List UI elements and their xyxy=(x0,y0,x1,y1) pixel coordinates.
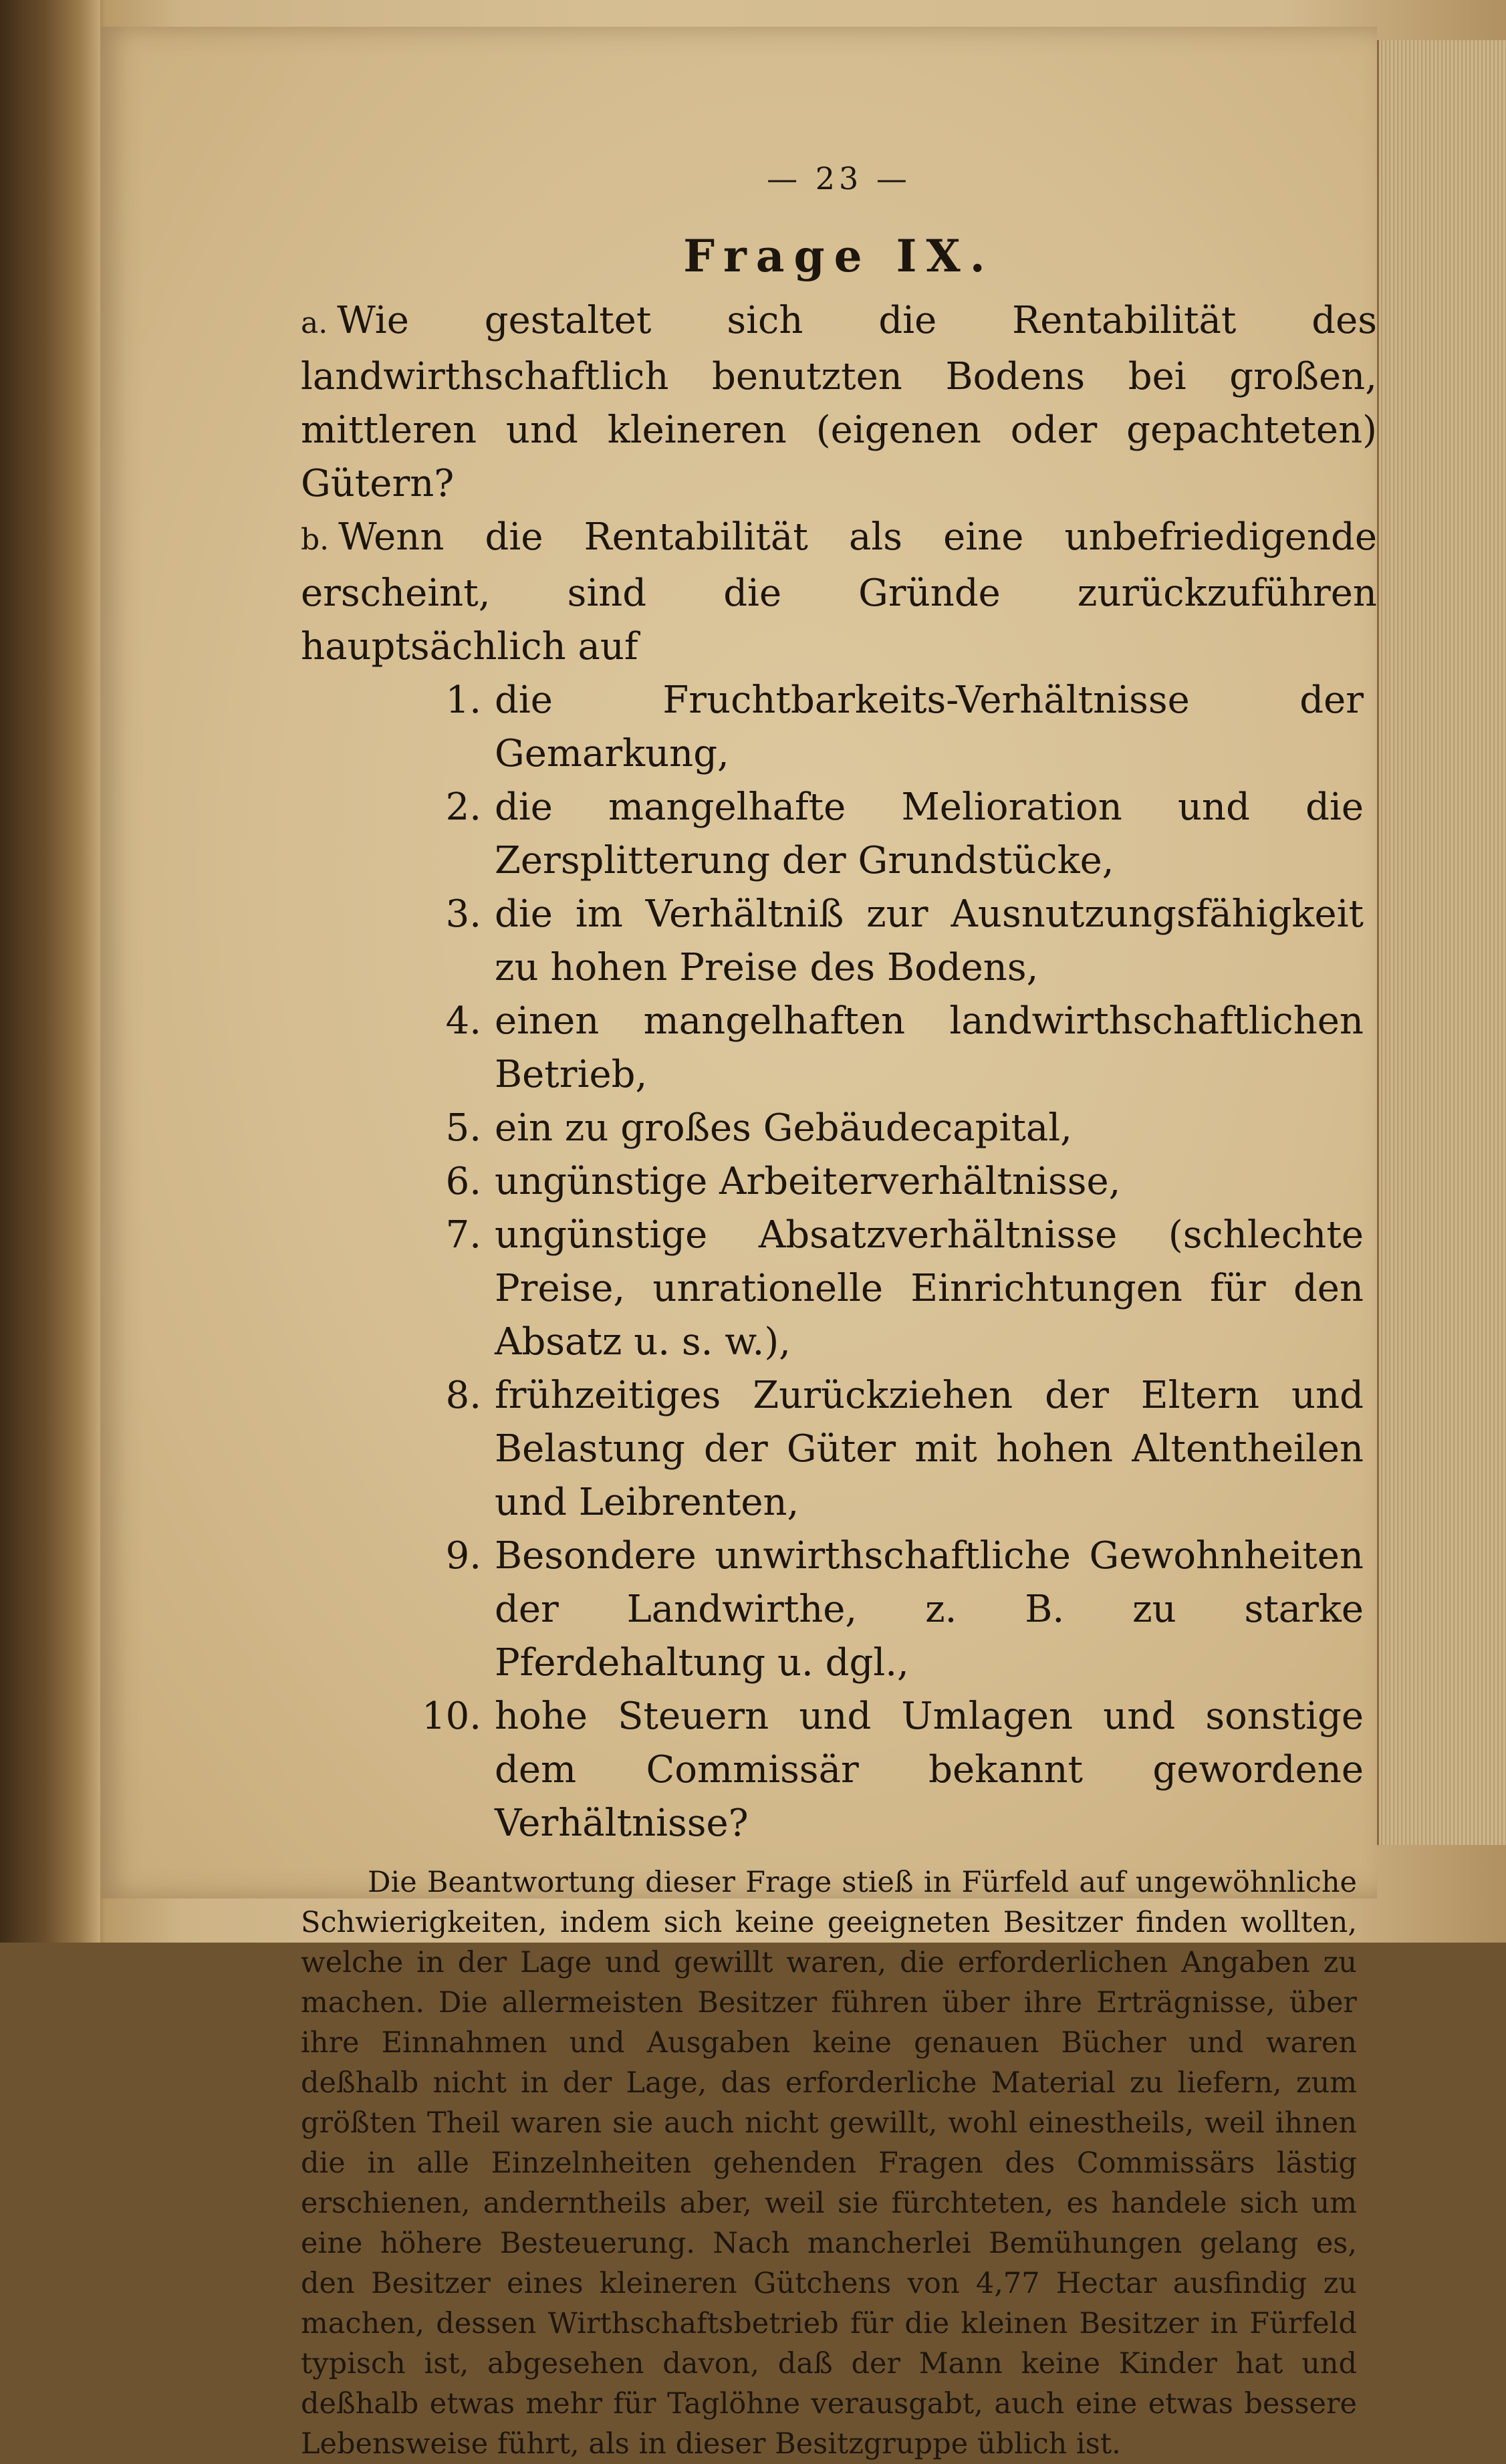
list-item-text: ein zu großes Gebäudecapital, xyxy=(495,1106,1072,1150)
list-item xyxy=(301,781,1377,888)
list-item-number: 8. xyxy=(445,1374,481,1417)
question-a-text: Wie gestaltet sich die Rentabilität des landwirthschaftlich benutzten Bodens bei großen, mittleren und kleineren (eigenen oder gepachteten) Gütern? xyxy=(301,299,1377,505)
list-item-number: 10. xyxy=(421,1695,481,1738)
page-content xyxy=(301,160,1377,2464)
list-item-text: die im Verhältniß zur Ausnutzungsfähigkeit zu hohen Preise des Bodens, xyxy=(495,892,1364,989)
list-item-text: ungünstige Arbeiterverhältnisse, xyxy=(495,1160,1121,1203)
list-item xyxy=(301,674,1377,781)
question-heading: Frage IX. xyxy=(683,230,995,282)
question-b-text: Wenn die Rentabilität als eine unbefriedigende erscheint, sind die Gründe zurückzuführen hauptsächlich auf xyxy=(301,515,1377,668)
list-item xyxy=(301,1369,1377,1529)
list-item-text: einen mangelhaften landwirthschaftlichen Betrieb, xyxy=(495,999,1364,1096)
list-item-text: ungünstige Absatzverhältnisse (schlechte Preise, unrationelle Einrichtungen für den Absatz u. s. w.), xyxy=(495,1213,1364,1364)
list-item-text: die mangelhafte Melioration und die Zersplitterung der Grundstücke, xyxy=(495,785,1364,882)
book-gutter xyxy=(0,0,100,1943)
list-item xyxy=(301,1209,1377,1369)
list-item-number: 7. xyxy=(445,1213,481,1257)
question-b xyxy=(301,511,1377,674)
reasons-list xyxy=(301,674,1377,1850)
list-item xyxy=(301,1155,1377,1209)
question-a xyxy=(301,294,1377,511)
list-item-number: 1. xyxy=(445,679,481,722)
page-edges xyxy=(1377,40,1506,1845)
list-item xyxy=(301,1529,1377,1690)
list-item xyxy=(301,888,1377,995)
list-item-text: hohe Steuern und Umlagen und sonstige dem Commissär bekannt gewordene Verhältnisse? xyxy=(495,1695,1364,1845)
list-item xyxy=(301,995,1377,1102)
list-item xyxy=(301,1690,1377,1850)
book-page xyxy=(100,27,1377,2461)
list-item-number: 2. xyxy=(445,785,481,829)
list-item-number: 5. xyxy=(445,1106,481,1150)
list-item-text: Besondere unwirthschaftliche Gewohnheiten der Landwirthe, z. B. zu starke Pferdehaltung u. dgl., xyxy=(495,1534,1364,1685)
list-item xyxy=(301,1102,1377,1155)
answer-paragraph: Die Beantwortung dieser Frage stieß in Fürfeld auf ungewöhnliche Schwierigkeiten, indem sich keine geeigneten Besitzer finden wollten, welche in der Lage und gewillt waren, die erforderlichen Angaben zu machen. Die allermeisten Besitzer führen über ihre Erträgnisse, über ihre Einnahmen und Ausgaben keine genauen Bücher und waren deßhalb nicht in der Lage, das erforderliche Material zu liefern, zum größten Theil waren sie auch nicht gewillt, wohl einestheils, weil ihnen die in alle Einzelnheiten gehenden Fragen des Commissärs lästig erschienen, anderntheils aber, weil sie fürchteten, es handele sich um eine höhere Besteuerung. Nach mancherlei Bemühungen gelang es, den Besitzer eines kleineren Gütchens von 4,77 Hectar ausfindig zu machen, dessen Wirthschaftsbetrieb für die kleinen Besitzer in Fürfeld typisch ist, abgesehen davon, daß der Mann keine Kinder hat und deßhalb etwas mehr für Taglöhne verausgabt, auch eine etwas bessere Lebensweise führt, als in dieser Besitzgruppe üblich ist. xyxy=(301,1866,1357,2461)
list-item-number: 3. xyxy=(445,892,481,936)
list-item-text: die Fruchtbarkeits-Verhältnisse der Gemarkung, xyxy=(495,679,1364,775)
list-item-number: 6. xyxy=(445,1160,481,1203)
question-a-marker: a. xyxy=(301,306,328,340)
list-item-text: frühzeitiges Zurückziehen der Eltern und Belastung der Güter mit hohen Altentheilen und Leibrenten, xyxy=(495,1374,1364,1524)
page-number: — 23 — xyxy=(767,160,911,197)
list-item-number: 9. xyxy=(445,1534,481,1578)
question-b-marker: b. xyxy=(301,523,330,557)
list-item-number: 4. xyxy=(445,999,481,1043)
